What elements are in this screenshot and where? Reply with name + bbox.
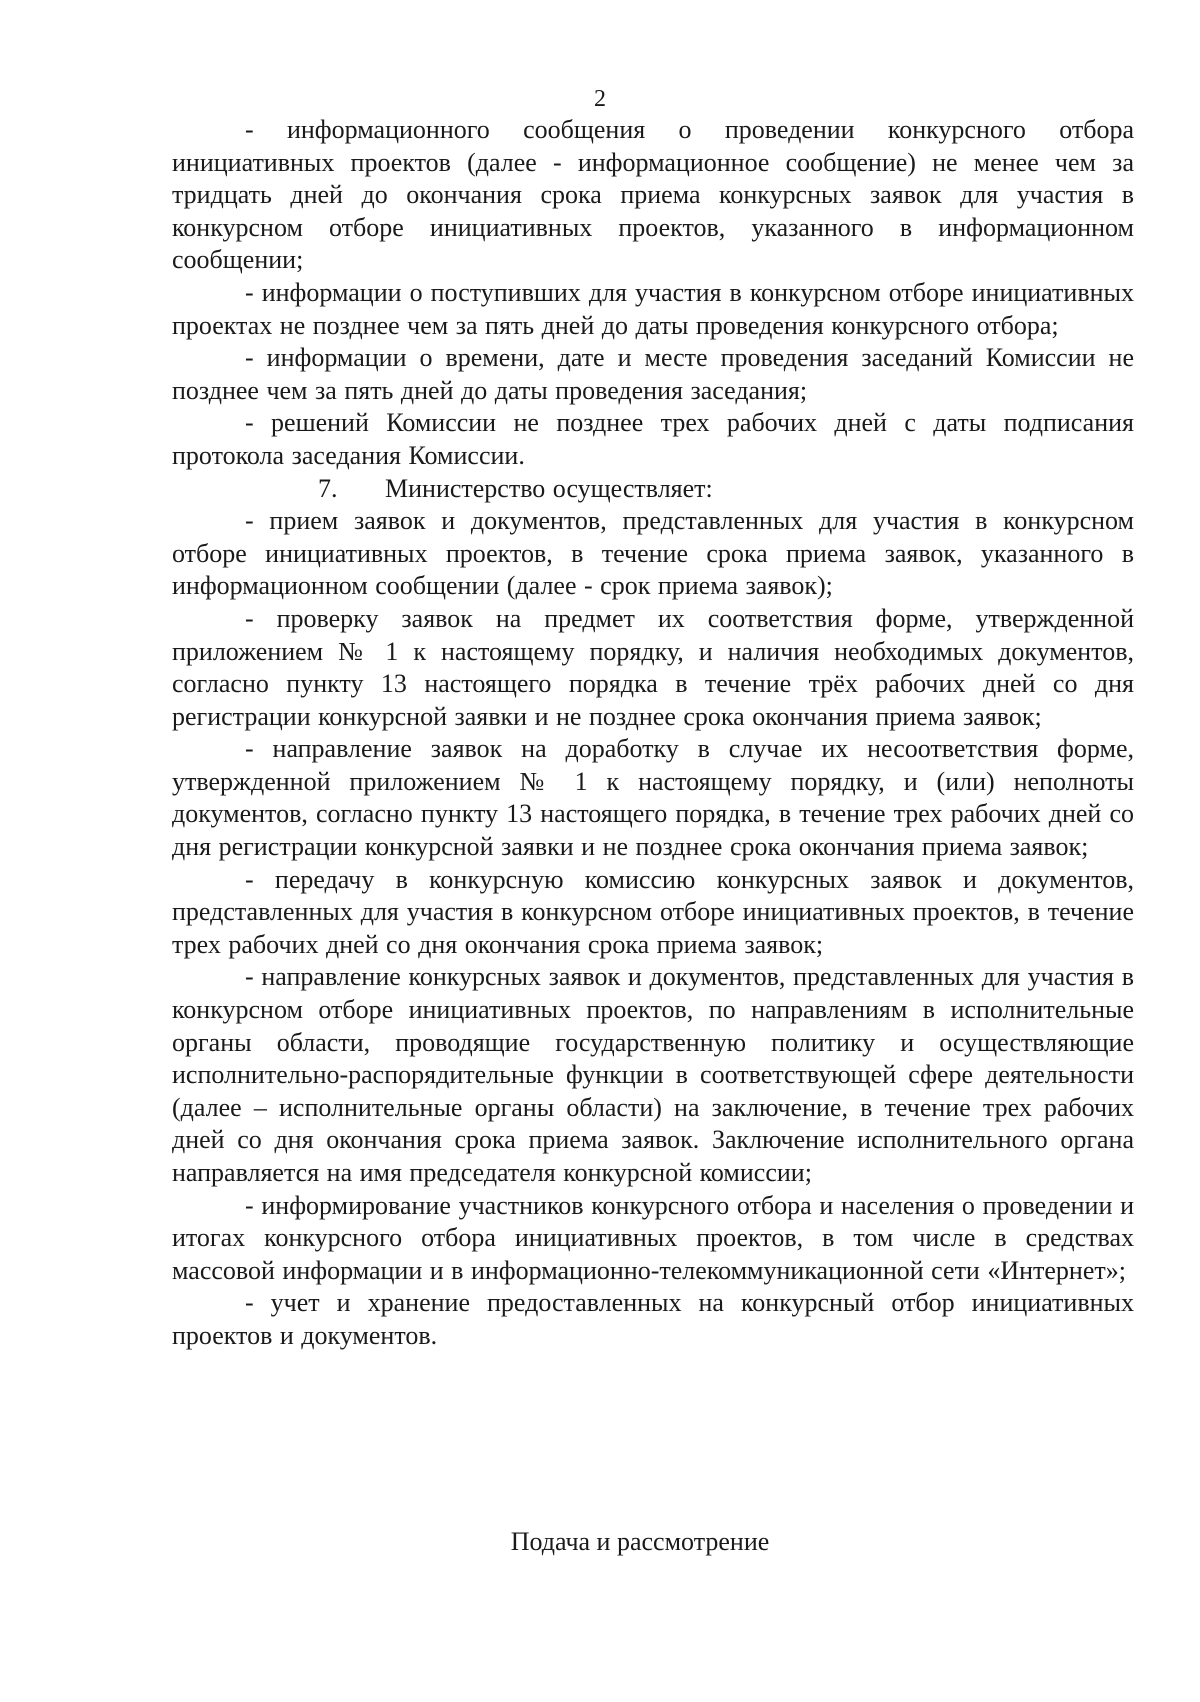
- list-item: - информирование участников конкурсного отбора и населения о проведении и итогах конкурсного отбора инициативных проектов, в том числе в средствах массовой информации и в информационно-телекоммуникационной сети «Интернет»;: [172, 1190, 1134, 1285]
- list-item: - передачу в конкурсную комиссию конкурсных заявок и документов, представленных для участия в конкурсном отборе инициативных проектов, в течение трех рабочих дней со дня окончания срока приема заявок;: [172, 864, 1134, 959]
- list-item: - учет и хранение предоставленных на конкурсный отбор инициативных проектов и документов.: [172, 1288, 1134, 1350]
- list-item: - направление заявок на доработку в случае их несоответствия форме, утвержденной приложением № 1 к настоящему порядку, и (или) неполноты документов, согласно пункту 13 настоящего порядка, в течение трех рабочих дней со дня регистрации конкурсной заявки и не позднее срока окончания приема заявок;: [172, 734, 1134, 862]
- list-item: - прием заявок и документов, представленных для участия в конкурсном отборе инициативных проектов, в течение срока приема заявок, указанного в информационном сообщении (далее - срок приема заявок);: [172, 506, 1134, 601]
- list-item: - информации о поступивших для участия в конкурсном отборе инициативных проектах не позднее чем за пять дней до даты проведения конкурсного отбора;: [172, 277, 1134, 340]
- item-7-heading: [172, 473, 1134, 506]
- list-item: - информации о времени, дате и месте проведения заседаний Комиссии не позднее чем за пять дней до даты проведения заседания;: [172, 343, 1134, 405]
- section-title: Подача и рассмотрение: [510, 1527, 770, 1556]
- list-item: - информационного сообщения о проведении конкурсного отбора инициативных проектов (далее - информационное сообщение) не менее чем за тридцать дней до окончания срока приема конкурсных заявок для участия в конкурсном отборе инициативных проектов, указанного в информационном сообщении;: [172, 115, 1134, 275]
- document-body: [172, 114, 1134, 1353]
- list-item: - решений Комиссии не позднее трех рабочих дней с даты подписания протокола заседания Комиссии.: [172, 408, 1134, 470]
- page-number: 2: [594, 86, 606, 112]
- list-item: - направление конкурсных заявок и документов, представленных для участия в конкурсном отборе инициативных проектов, по направлениям в исполнительные органы области, проводящие государственную политику и осуществляющие исполнительно-распорядительные функции в соответствующей сфере деятельности (далее – исполнительные органы области) на заключение, в течение трех рабочих дней со дня окончания срока приема заявок. Заключение исполнительного органа направляется на имя председателя конкурсной комиссии;: [172, 962, 1134, 1187]
- list-item: - проверку заявок на предмет их соответствия форме, утвержденной приложением № 1 к настоящему порядку, и наличия необходимых документов, согласно пункту 13 настоящего порядка в течение трёх рабочих дней со дня регистрации конкурсной заявки и не позднее срока окончания приема заявок;: [172, 603, 1134, 731]
- item-7-number: 7.: [318, 473, 338, 503]
- item-7-text: Министерство осуществляет:: [385, 473, 713, 503]
